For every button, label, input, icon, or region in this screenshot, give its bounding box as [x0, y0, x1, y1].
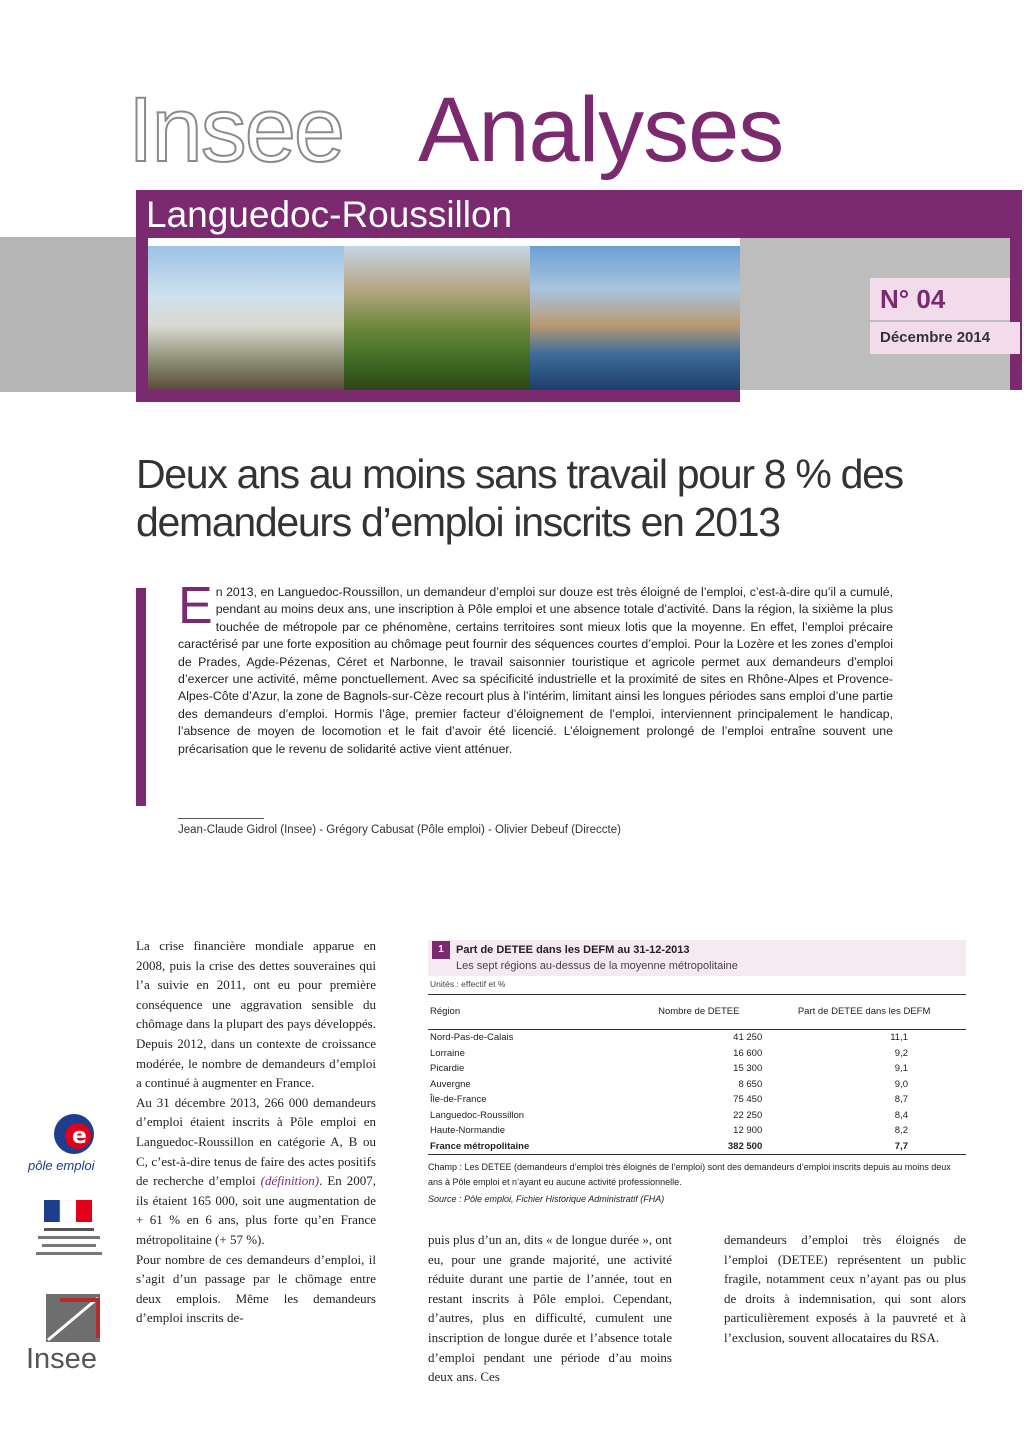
abstract-text: n 2013, en Languedoc-Roussillon, un demandeur d’emploi sur douze est très éloigné de l’emploi, c’est-à-dire qu’il a cumulé, pendant au moins deux ans, une inscription à Pôle emploi et une absence totale d’activité. Dans la région, la sixième la plus touchée de métropole par ce phénomène, certains territoires sont mieux lotis que la moyenne. En effet, l’emploi précaire caractérisé par une forte exposition au chômage peut fournir des séquences courtes d’emploi. Pour la Lozère et les zones d’emploi de Prades, Agde-Pézenas, Céret et Narbonne, le travail saisonnier touristique et agricole permet aux demandeurs d’emploi d’exercer une activité, même ponctuellement. Avec sa spécificité industrielle et la proximité de sites en Rhône-Alpes et Provence-Alpes-Côte d’Azur, la zone de Bagnols-sur-Cèze recourt plus à l’intérim, limitant ainsi les longues périodes sans emploi d’une partie des demandeurs d’emploi. Hormis l’âge, premier facteur d’éloignement de l’emploi, interviennent principalement le handicap, l’absence de moyen de locomotion et le fait d’avoir été licencié. L’éloignement prolongé de l’emploi entraîne souvent une précarisation que le revenu de solidarité active vient atténuer.	[178, 585, 893, 756]
table-row	[428, 1046, 966, 1062]
cell-share: 9,2	[894, 1047, 908, 1059]
cell-share: 7,7	[762, 1139, 966, 1155]
cell-count: 8 650	[738, 1078, 763, 1090]
cell-count: 75 450	[733, 1094, 763, 1105]
body-paragraph: puis plus d’un an, dits « de longue durée », ont eu, pour une grande majorité, une activité réduite durant une partie de l’année, tout en restant inscrits à Pôle emploi. Cependant, d’autres, plus en difficulté, cumulent une inscription de longue durée et l’absence totale d’emploi pendant une période d’au moins deux ans. Ces	[428, 1232, 672, 1385]
authors-rule	[178, 818, 264, 819]
table-source: Source : Pôle emploi, Fichier Historique Administratif (FHA)	[428, 1194, 665, 1204]
body-paragraph: Pour nombre de ces demandeurs d’emploi, il s’agit d’un passage par le chômage entre deux emplois. Même les demandeurs d’emploi inscrits de-	[136, 1251, 376, 1326]
insee-logo-label: Insee	[26, 1343, 97, 1375]
table-row	[428, 1061, 966, 1077]
page-title: Deux ans au moins sans travail pour 8 % des demandeurs d’emploi inscrits en 2013	[136, 451, 903, 545]
brand-insee: Insee	[128, 79, 344, 181]
table-subtitle: Les sept régions au-dessus de la moyenne métropolitaine	[456, 960, 738, 972]
cell-count: 382 500	[635, 1139, 762, 1155]
cell-count: 41 250	[733, 1032, 763, 1043]
table-number-badge: 1	[432, 941, 450, 959]
table-row	[428, 1092, 966, 1108]
column-header-region: Région	[428, 995, 635, 1030]
body-column-3	[724, 1230, 966, 1348]
photo-vineyard-castle	[344, 246, 530, 390]
brand-analyses: Analyses	[418, 79, 784, 181]
definition-link[interactable]: (définition)	[260, 1173, 320, 1189]
detee-table	[428, 994, 966, 1155]
cell-count: 12 900	[733, 1125, 763, 1136]
abstract	[178, 577, 893, 758]
abstract-dropcap: E	[178, 577, 213, 635]
cell-share: 8,2	[894, 1125, 908, 1136]
ministry-text-icon	[34, 1226, 104, 1260]
masthead-gray-band	[0, 237, 140, 392]
cell-count: 16 600	[733, 1047, 763, 1059]
issue-number: N° 04	[880, 284, 946, 314]
cell-region: France métropolitaine	[428, 1139, 635, 1155]
body-paragraph: demandeurs d’emploi très éloignés de l’emploi (DETEE) représentent un public fragile, notamment ceux n’ayant pas ou plus de droits à indemnisation, qui sont alors particulièrement exposés à la pauvreté et à l’exclusion, souvent allocataires du RSA.	[724, 1232, 966, 1345]
table-note: Champ : Les DETEE (demandeurs d’emploi très éloignés de l’emploi) sont des demandeurs d’emploi inscrits depuis au moins deux ans à Pôle emploi et n’ayant eu aucune activité professionnelle.	[428, 1162, 951, 1187]
table-row	[428, 1030, 966, 1046]
masthead-frame-right	[1010, 190, 1022, 390]
svg-text:e: e	[72, 1124, 87, 1149]
photo-harbour	[530, 246, 740, 390]
cell-region: Nord-Pas-de-Calais	[430, 1032, 514, 1043]
body-column-2	[428, 1230, 672, 1387]
column-header-share: Part de DETEE dans les DEFM	[762, 995, 966, 1030]
cell-share: 9,1	[894, 1063, 908, 1074]
cell-region: Île-de-France	[430, 1094, 487, 1105]
marianne-flag-icon	[44, 1200, 92, 1222]
body-text: . En 2007, ils étaient 165 000, soit une augmentation de + 61 % en 6 ans, plus forte qu’en France métropolitaine (+ 57 %).	[136, 1173, 376, 1247]
table-total-row	[428, 1139, 966, 1155]
cell-region: Haute-Normandie	[430, 1125, 505, 1136]
table-row	[428, 1077, 966, 1093]
table-row	[428, 1108, 966, 1124]
column-header-count: Nombre de DETEE	[635, 995, 762, 1030]
cell-share: 9,0	[894, 1078, 908, 1090]
abstract-accent-bar	[136, 588, 146, 806]
table-row	[428, 1123, 966, 1139]
insee-logo-icon	[40, 1290, 104, 1346]
body-text: Au 31 décembre 2013, 266 000 demandeurs d’emploi étaient inscrits à Pôle emploi en Languedoc-Roussillon en catégorie A, B ou C, c’est-à-dire tenus de faire des actes positifs de recherche d’emploi	[136, 1094, 376, 1189]
masthead-frame-bottom	[136, 390, 740, 402]
cell-count: 22 250	[733, 1109, 763, 1121]
pole-emploi-label: pôle emploi	[28, 1158, 95, 1173]
authors: Jean-Claude Gidrol (Insee) - Grégory Cabusat (Pôle emploi) - Olivier Debeuf (Direccte)	[178, 824, 621, 836]
cell-region: Picardie	[430, 1063, 465, 1074]
cell-region: Languedoc-Roussillon	[430, 1109, 525, 1121]
region-name: Languedoc-Roussillon	[146, 194, 513, 235]
cell-count: 15 300	[733, 1063, 763, 1074]
table-title: Part de DETEE dans les DEFM au 31-12-2013	[456, 944, 690, 956]
cell-region: Lorraine	[430, 1047, 465, 1059]
cell-region: Auvergne	[430, 1078, 471, 1090]
body-paragraph	[136, 1093, 376, 1250]
table-units: Unités : effectif et %	[430, 979, 506, 989]
body-paragraph: La crise financière mondiale apparue en 2008, puis la crise des dettes souveraines qui l’a suivie en 2011, ont eu pour première conséquence une aggravation sensible du chômage dans la plupart des pays développés. Depuis 2012, dans un contexte de croissance modérée, le nombre de demandeurs d’emploi a continué à augmenter en France.	[136, 938, 376, 1091]
cell-share: 11,1	[890, 1032, 908, 1043]
photo-architecture	[148, 246, 344, 390]
pole-emploi-logo-icon	[44, 1112, 104, 1158]
issue-date: Décembre 2014	[880, 329, 991, 346]
cell-share: 8,7	[894, 1094, 908, 1105]
table-header-row	[428, 995, 966, 1030]
cell-share: 8,4	[894, 1109, 908, 1121]
body-column-1	[136, 936, 376, 1328]
